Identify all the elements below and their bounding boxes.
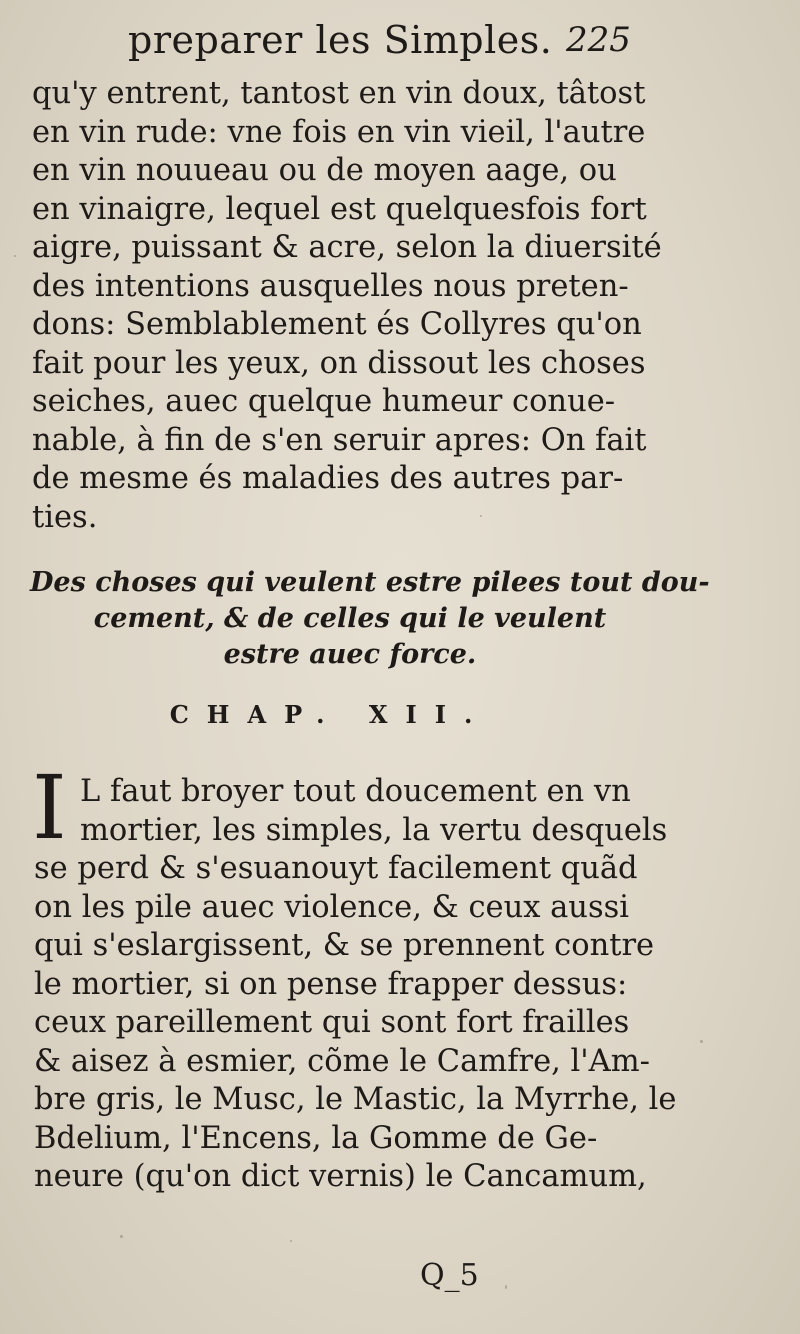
text-line: des intentions ausquelles nous preten- [32,268,629,304]
chapter-label: CHAP. XII. [169,700,491,729]
text-line: dons: Semblablement és Collyres qu'on [32,307,642,342]
text-line: seiches, auec quelque humeur conue- [32,384,616,419]
paper-speck [120,1235,123,1238]
chapter-paragraph [34,773,677,1197]
text-line: ties. [32,499,98,535]
signature-mark: Q_5 [420,1258,479,1293]
text-line: se perd & s'esuanouyt facilement quãd [34,851,638,886]
text-line: mortier, les simples, la vertu desquels [80,812,668,848]
drop-cap: I [32,756,67,859]
text-line: & aisez à esmier, cõme le Camfre, l'Am- [34,1043,650,1079]
text-line: Bdelium, l'Encens, la Gomme de Ge- [34,1120,598,1156]
text-line: en vinaigre, lequel est quelquesfois fort [32,191,647,227]
paragraph-continuation [32,75,662,537]
text-line: aigre, puissant & acre, selon la diuersité [32,230,662,265]
text-line: le mortier, si on pense frapper dessus: [34,966,628,1002]
running-head: preparer les Simples. [128,18,553,62]
text-line: en vin rude: vne fois en vin vieil, l'autre [32,114,646,150]
text-line: on les pile auec violence, & ceux aussi [34,889,630,925]
text-line: en vin nouueau ou de moyen aage, ou [32,153,617,188]
chapter-heading [30,565,710,673]
text-line: neure (qu'on dict vernis) le Cancamum, [34,1159,647,1194]
paper-speck [290,1240,292,1242]
paper-speck [14,255,16,257]
page-number: 225 [566,20,631,60]
heading-line: estre auec force. [223,639,477,670]
text-line: qu'y entrent, tantost en vin doux, tâtost [32,76,646,111]
paper-speck [700,1040,703,1043]
text-line: bre gris, le Musc, le Mastic, la Myrrhe, le [34,1082,677,1117]
paper-speck [505,1285,507,1289]
text-line: ceux pareillement qui sont fort frailles [34,1005,630,1040]
heading-line: Des choses qui veulent estre pilees tout dou- [30,567,710,598]
text-line: nable, à fin de s'en seruir apres: On fait [32,422,647,458]
text-line: de mesme és maladies des autres par- [32,461,624,496]
text-line: qui s'eslargissent, & se prennent contre [34,928,655,963]
text-line: fait pour les yeux, on dissout les choses [32,345,646,381]
text-line: L faut broyer tout doucement en vn [80,774,631,809]
heading-line: cement, & de celles qui le veulent [93,603,607,634]
